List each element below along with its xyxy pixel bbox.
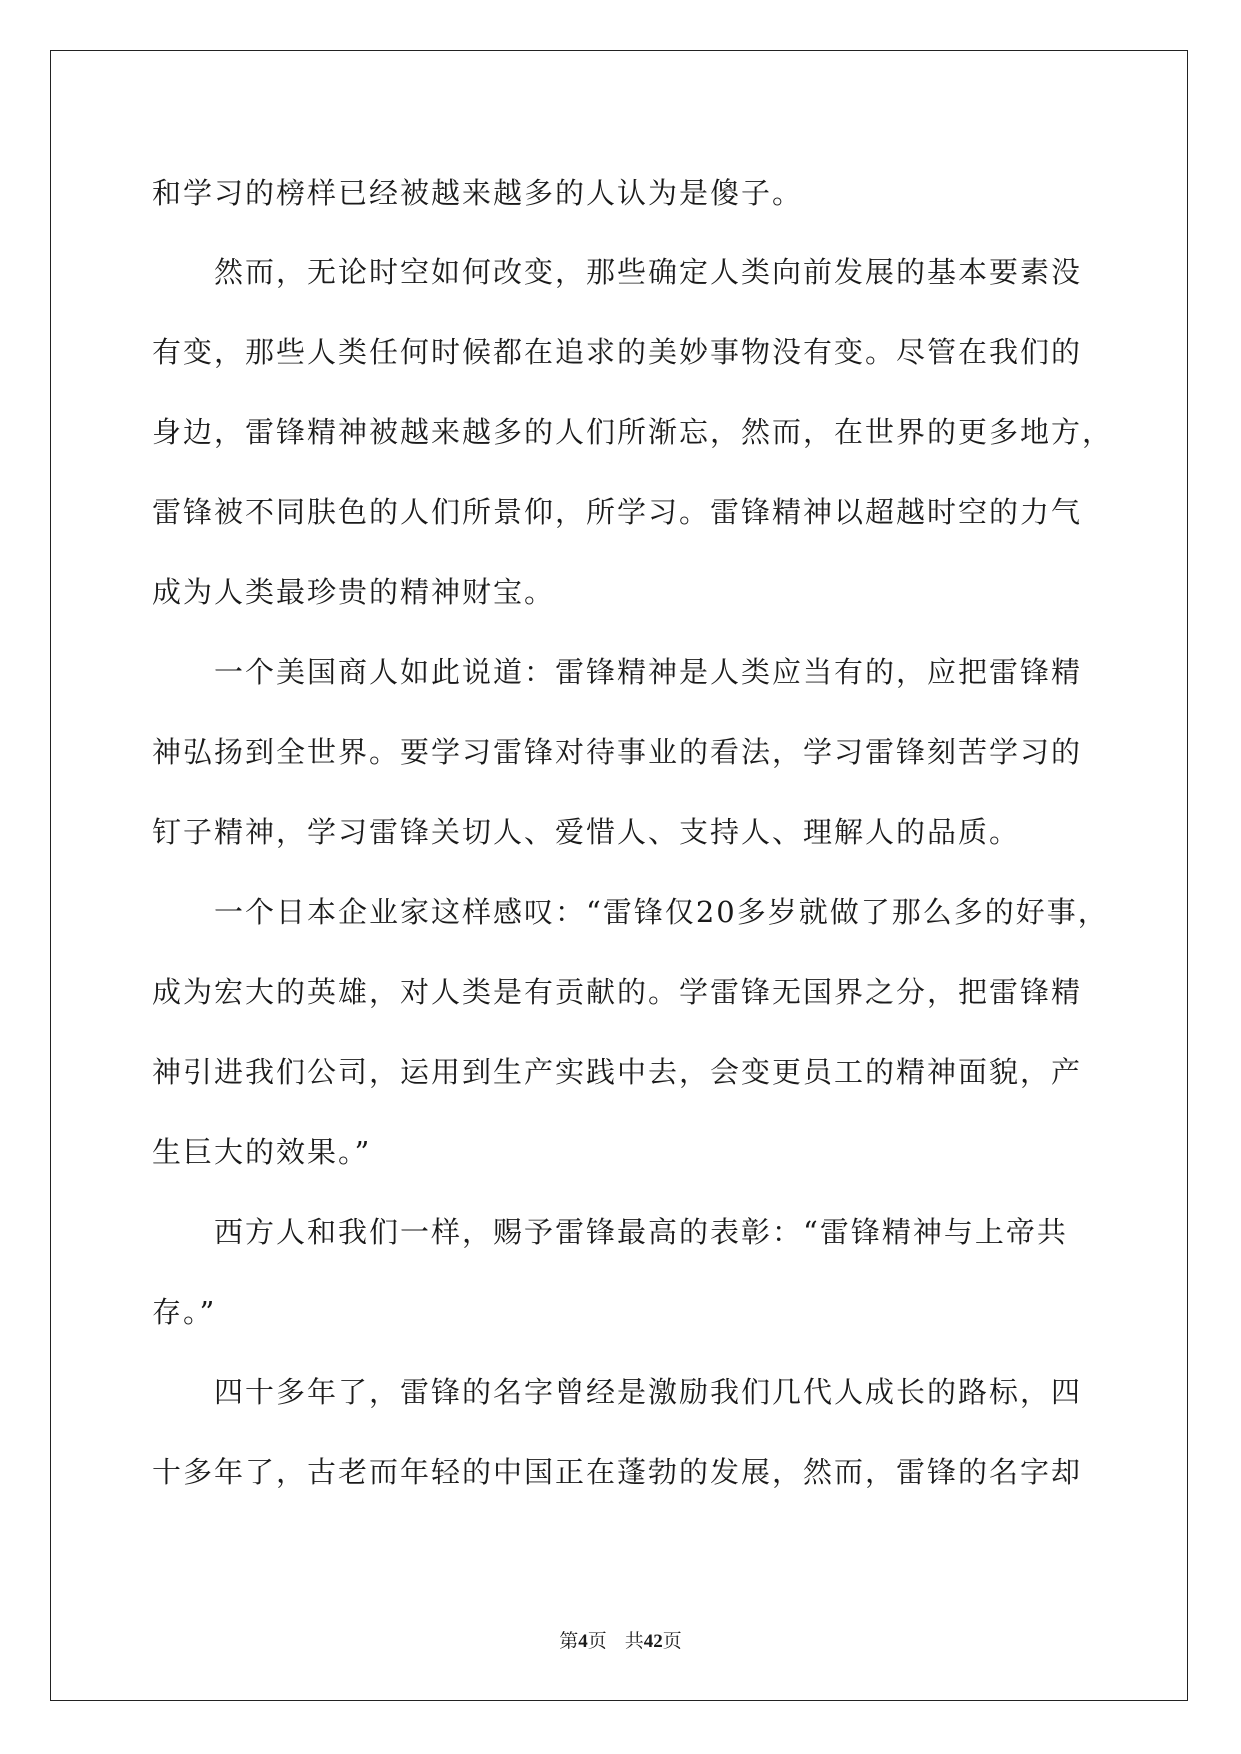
- text-line: 神引进我们公司，运用到生产实践中去，会变更员工的精神面貌，产: [152, 1055, 1083, 1089]
- text-line: 成为宏大的英雄，对人类是有贡献的。学雷锋无国界之分，把雷锋精: [152, 975, 1083, 1009]
- page-number: 4: [578, 1631, 588, 1652]
- text-line: 四十多年了，雷锋的名字曾经是激励我们几代人成长的路标，四: [152, 1375, 1083, 1409]
- page-footer: [0, 1626, 1241, 1653]
- text-line: 雷锋被不同肤色的人们所景仰，所学习。雷锋精神以超越时空的力气: [152, 495, 1083, 529]
- text-line: 西方人和我们一样，赐予雷锋最高的表彰：“雷锋精神与上帝共: [152, 1215, 1068, 1249]
- text-line: 身边，雷锋精神被越来越多的人们所渐忘，然而，在世界的更多地方，: [152, 415, 1114, 449]
- total-suffix: 页: [662, 1631, 682, 1652]
- text-line: 有变，那些人类任何时候都在追求的美妙事物没有变。尽管在我们的: [152, 335, 1083, 369]
- text-line: 钉子精神，学习雷锋关切人、爱惜人、支持人、理解人的品质。: [152, 815, 1021, 849]
- total-pages: 42: [643, 1631, 663, 1652]
- page-suffix: 页: [587, 1631, 607, 1652]
- page-prefix: 第: [559, 1631, 579, 1652]
- text-line: 一个日本企业家这样感叹：“雷锋仅20多岁就做了那么多的好事，: [152, 895, 1109, 929]
- text-line: 生巨大的效果。”: [152, 1135, 372, 1169]
- text-line: 然而，无论时空如何改变，那些确定人类向前发展的基本要素没: [152, 255, 1083, 289]
- total-prefix: 共: [624, 1631, 644, 1652]
- text-line: 十多年了，古老而年轻的中国正在蓬勃的发展，然而，雷锋的名字却: [152, 1455, 1083, 1489]
- text-line: 存。”: [152, 1295, 217, 1329]
- text-line: 神弘扬到全世界。要学习雷锋对待事业的看法，学习雷锋刻苦学习的: [152, 735, 1083, 769]
- text-line: 一个美国商人如此说道：雷锋精神是人类应当有的，应把雷锋精: [152, 655, 1083, 689]
- text-line: 成为人类最珍贵的精神财宝。: [152, 575, 556, 609]
- text-line: 和学习的榜样已经被越来越多的人认为是傻子。: [152, 176, 804, 210]
